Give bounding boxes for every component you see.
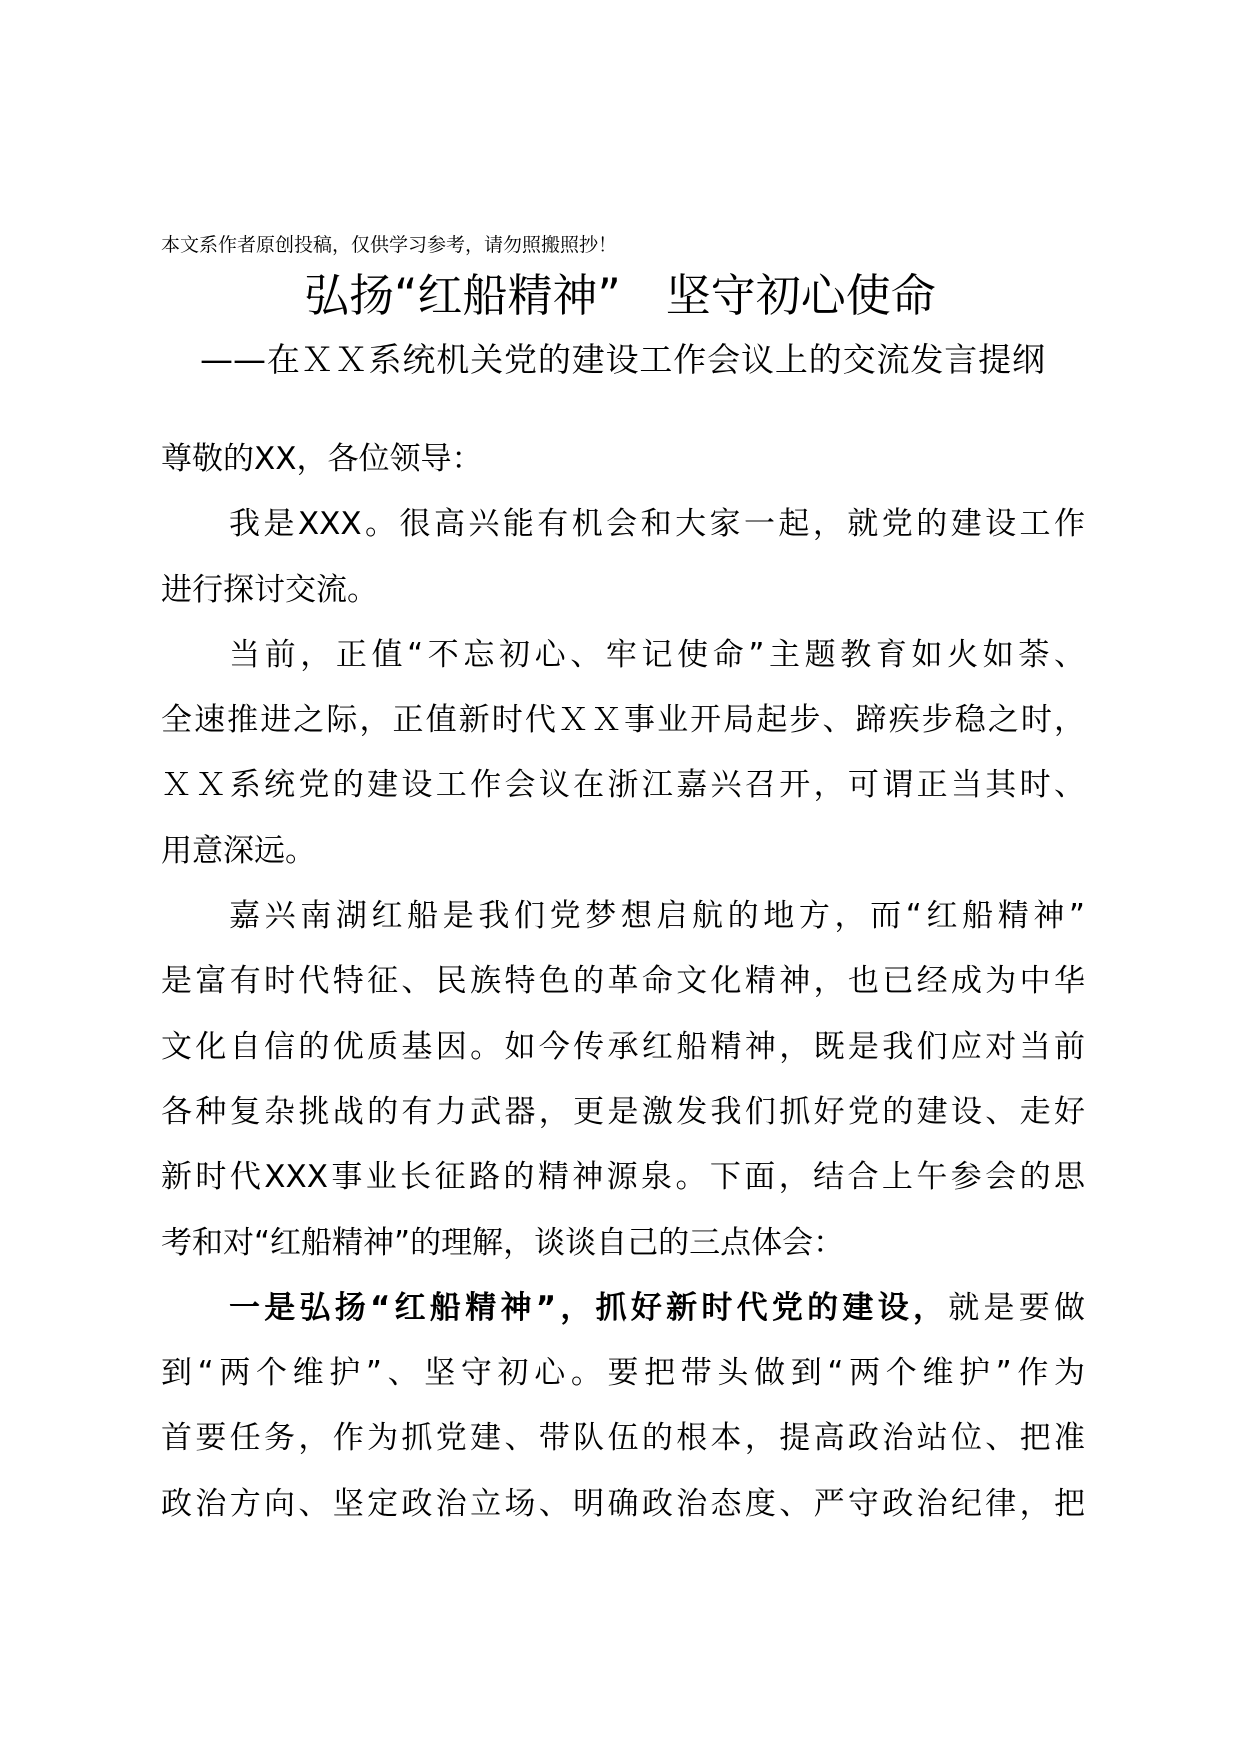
copyright-note: 本文系作者原创投稿，仅供学习参考，请勿照搬照抄！ [161, 234, 618, 256]
paragraph-line: 新时代XXX事业长征路的精神源泉。下面，结合上午参会的思 [161, 1159, 1085, 1196]
salutation: 尊敬的XX，各位领导： [161, 441, 483, 477]
paragraph-line: 用意深远。 [161, 832, 316, 869]
paragraph-line [161, 1276, 1085, 1341]
paragraph-line: 文化自信的优质基因。如今传承红船精神，既是我们应对当前 [161, 1028, 1085, 1065]
paragraph-line: ＸＸ系统党的建设工作会议在浙江嘉兴召开，可谓正当其时、 [161, 767, 1085, 804]
paragraph-line: 是富有时代特征、民族特色的革命文化精神，也已经成为中华 [161, 963, 1085, 1000]
document-title: 弘扬“红船精神” 坚守初心使命 [304, 269, 936, 322]
paragraph-line: 首要任务，作为抓党建、带队伍的根本，提高政治站位、把准 [161, 1420, 1085, 1457]
paragraph-line: 当前，正值“不忘初心、牢记使命”主题教育如火如荼、 [229, 636, 1085, 673]
paragraph-text: 就是要做 [948, 1289, 1085, 1326]
bold-lead: 一是弘扬“红船精神”，抓好新时代党的建设， [229, 1289, 949, 1326]
paragraph-line: 嘉兴南湖红船是我们党梦想启航的地方，而“红船精神” [229, 898, 1085, 935]
paragraph-line: 我是XXX。很高兴能有机会和大家一起，就党的建设工作 [229, 506, 1085, 543]
paragraph-line: 进行探讨交流。 [161, 571, 378, 608]
document-subtitle: ——在ＸＸ系统机关党的建设工作会议上的交流发言提纲 [200, 340, 1045, 379]
document-body [161, 427, 1085, 1537]
paragraph-line: 考和对“红船精神”的理解，谈谈自己的三点体会： [161, 1224, 845, 1261]
paragraph-line: 到“两个维护”、坚守初心。要把带头做到“两个维护”作为 [161, 1355, 1085, 1392]
paragraph-line: 政治方向、坚定政治立场、明确政治态度、严守政治纪律，把 [161, 1485, 1085, 1522]
paragraph-line: 各种复杂挑战的有力武器，更是激发我们抓好党的建设、走好 [161, 1093, 1085, 1130]
paragraph-line: 全速推进之际，正值新时代ＸＸ事业开局起步、蹄疾步稳之时， [161, 702, 1085, 739]
